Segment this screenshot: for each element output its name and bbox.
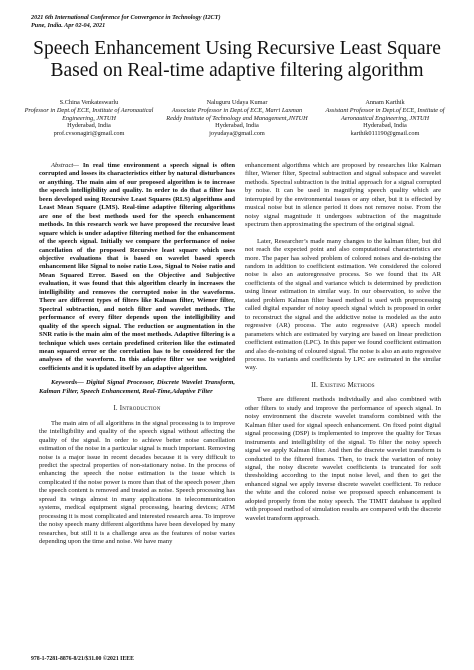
keywords: Keywords— Digital Signal Processor, Discrete Wavelet Transform, Kalman Filter, Speech Enhancement, Real-Time,Adaptive Filter [39, 379, 235, 395]
author-name: Annam Karthik [365, 99, 405, 106]
copyright-footer: 978-1-7281-8876-8/21/$31.00 ©2021 IEEE [31, 656, 135, 662]
author-city: Hyderabad, India [215, 122, 259, 130]
abstract-label: Abstract— [51, 162, 80, 169]
author-city: Hyderabad, India [363, 122, 407, 130]
paper-title [0, 38, 474, 82]
conference-header [31, 14, 221, 30]
body-paragraph: enhancement algorithms which are proposed by researches like Kalman filter, Wiener filter, Spectral subtraction and signal subspace and wavelet methods. Spectral subtraction is the initial approach for a signal corrupted by noise. It can be used in magnifying speech quality which are interrupted by the environmental issues or any other, but it is effected by musical noise but in silence period it does not remove noise. From the noisy signal magnitude it undergoes subtraction of the magnitude spectrum then approximating the spectrum of the original signal. [245, 162, 441, 229]
conference-name: 2021 6th International Conference for Convergence in Technology (I2CT) [31, 14, 221, 21]
right-column [245, 162, 441, 523]
author-block [18, 99, 160, 138]
title-line-2: Based on Real-time adaptive filtering algorithm [50, 60, 424, 81]
author-affiliation: Assistant Professor in Dept.of ECE, Institute of Aeronautical Engineering, JNTUH [325, 106, 445, 122]
author-name: Naluguru Udaya Kumar [206, 99, 268, 106]
author-city: Hyderabad, India [67, 122, 111, 130]
left-column [39, 162, 235, 546]
existing-methods-paragraph: There are different methods individually and also combined with other filters to study and improve the performance of speech signal. In noisy environment the discrete wavelet transform combined with the Kalman filter used for signal speech enhancement. On fixed point digital signal processing (DSP) is implemented to improve the quality for Texas instruments and intelligibility of the signal. To filter the noisy speech signal we apply Kalman filter. And then the discrete wavelet transform is conducted to the filtered frames. Then, to track the variation of noisy signal, the noisy discrete wavelet coefficients is truncated for soft thresholding according to the input noise level, and then to get the enhanced signal we apply inverse discrete wavelet coefficient. To reduce the white and the colored noise we proposed speech enhancement is adopted properly from the noisy speech. The TIMIT database is applied with proposed method of simulation results are compared with the discrete wavelet transform approach. [245, 396, 441, 522]
author-affiliation: Professor in Dept.of ECE, Institute of Aeronautical Engineering, JNTUH [24, 106, 154, 122]
author-list [18, 99, 456, 138]
section-heading-introduction: I. Introduction [113, 405, 161, 413]
author-email: joyudaya@gmail.com [209, 130, 265, 138]
author-block [166, 99, 308, 138]
intro-paragraph: The main aim of all algorithms in the signal processing is to improve the intelligibility and quality of the speech signal without affecting the quality of the signal. In order to achieve better noise cancellation estimation of the noise in a particular signal is much important. Removing noise is a major issue in recent decades because it is very difficult to predict the spectral properties of non-stationary noise. In the process of enhancing the speech the noise estimation is the issue which is complicated if the noise power is more than that of the speech power ,then the speech content is removed and treated as noise. Speech processing has spread its wings almost in many applications in telecommunication systems, medical equipment signal processing, hearing devices; ATM processing it is most complicated and interested research area. To improve the noisy speech many different algorithms have been developed by many researches, but still it is a challenge area as the features of noise varies depending upon the time and noise. We have many [39, 419, 235, 546]
abstract-text: In real time environment a speech signal is often corrupted and losses its characteristics either by natural disturbances or anything. The main aim of our proposed algorithm is to increase the speech intelligibility and quality. In order to do that a filter has been developed using Recursive Least Squares (RLS) algorithms and Least Mean Square (LMS). Real-time adaptive filtering algorithms are one of the best methods used for the speech enhancement methods. In this research work we have proposed the recursive least square which is under adaptive filtering method for the enhancement of the speech signal. Initially we compare the performance of noise cancellation of the proposed Recursive least square which uses objective evaluations that is based on wavelet based speech enhancement like Signal to noise ratio Loss, Signal to Noise ratio and Mean Squared Error. Based on the Objective and Subjective evaluation, it was found that this algorithm clearly in increases the intelligibility and removes the corrupted noise in the waveforms. There are different types of filters like Kalman filter, Wiener filter, Spectral subtraction, and notch filter and wavelet methods. The performance of every filter depends upon the intelligibility and quality of the speech signal. The reduction or augmentation in the SNR ratio is the main aim of the most methods. Adaptive filtering is a technique which uses certain predefined criterion like the estimated mean squared error or the correlation has to be considered for the analyses of the waveform. In this adaptive filter we use weighted coefficients and it is updated itself by an adaptive algorithm. [39, 162, 235, 372]
author-block [314, 99, 456, 138]
author-affiliation: Associate Professor in Dept.of ECE, Marri Laxman Reddy Institute of Technology and Management,JNTUH [166, 106, 308, 122]
conference-location: Pune, India. Apr 02-04, 2021 [31, 22, 106, 29]
body-paragraph: Later, Researcher’s made many changes to the kalman filter, but did not reach the expected point and also computational characteristics are more. The paper has solved problem of colored noises and de-noising the random in addition to coefficient estimation. We considered the colored noise is also an autoregressive process. So we found that its AR coefficients of the signal and variance which is determined by prediction using linear estimation in similar way. In our observation, to solve the stated problem Kalman filter based method is used with preprocessing called digital expander of noisy speech signal which is proposed in order to reconstruct the signal and the addictive noise is modeled as the auto regressive (AR) process. The auto regressive (AR) speech model parameters which are estimated by varying are based on linear prediction coefficient estimation (LPC). In this paper we found coefficient estimation and also de-noising of coloured signal. The noise is also an auto regressive process. Its variants and coefficients by LPC are estimated in the similar way. [245, 237, 441, 372]
section-heading-existing-methods: II. Existing Methods [311, 381, 375, 389]
author-email: prof.cvsonagiri@gmail.com [53, 130, 125, 138]
title-line-1: Speech Enhancement Using Recursive Least Square [33, 38, 441, 59]
author-name: S.China Venkateswarlu [59, 99, 119, 106]
author-email: karthik011190@gmail.com [350, 130, 420, 138]
abstract [39, 162, 235, 373]
